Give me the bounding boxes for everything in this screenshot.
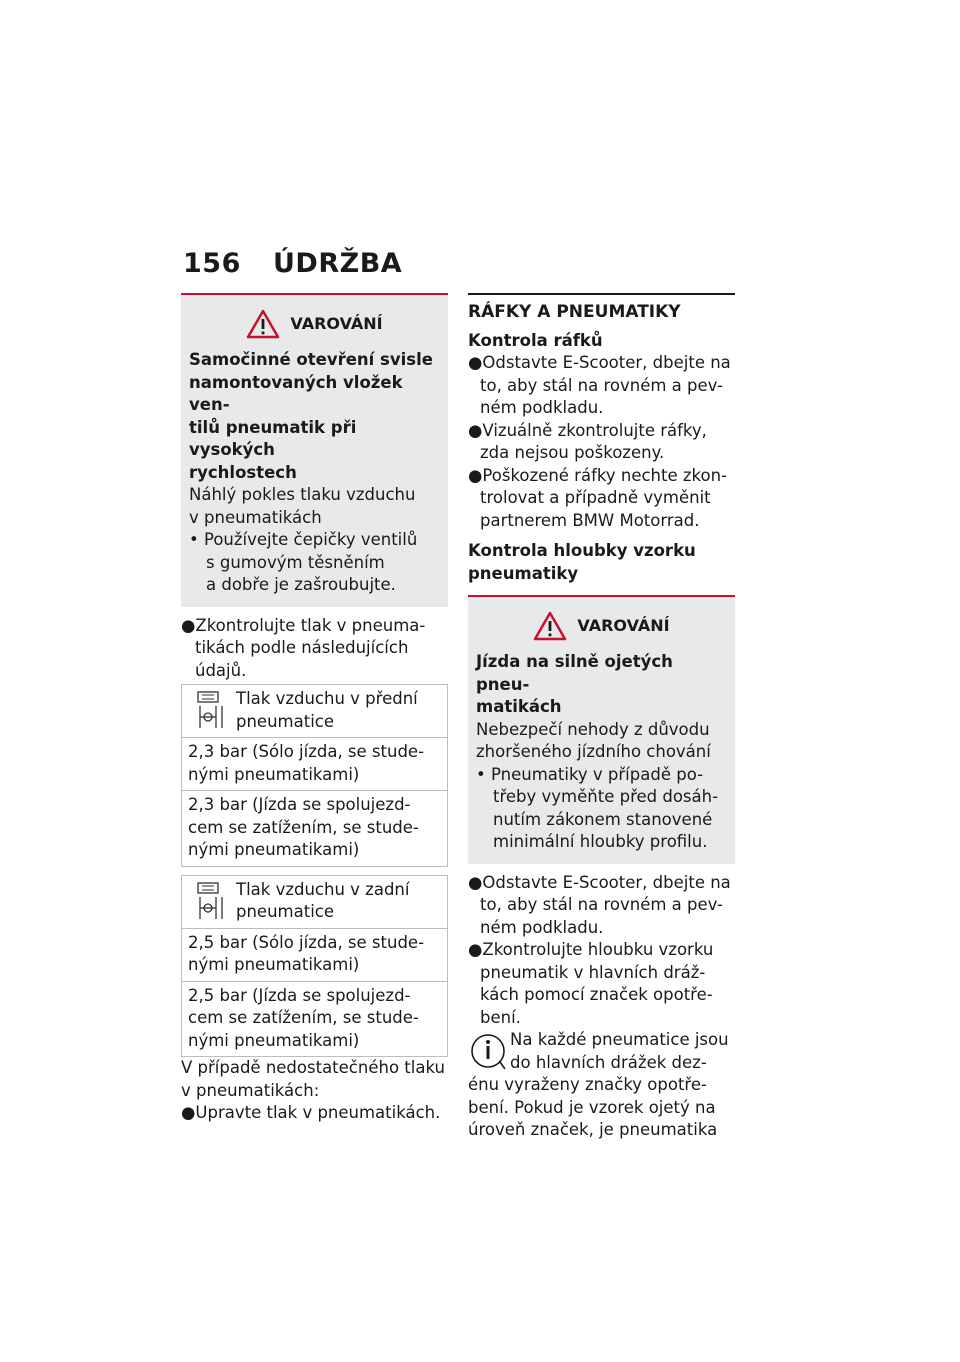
page-number: 156 (183, 248, 241, 279)
warning-box-tread (468, 595, 735, 864)
adjust-pressure-step: ●Upravte tlak v pneumatikách. (181, 1103, 441, 1122)
front-pressure-solo: 2,3 bar (Sólo jízda, se stude- nými pneumatikami) (182, 738, 447, 791)
rear-pressure-header (182, 876, 447, 929)
page-header (183, 248, 402, 279)
warning-description: Náhlý pokles tlaku vzduchu v pneumatikách (189, 485, 416, 527)
tire-pressure-gauge-icon (196, 879, 232, 923)
warning-header (476, 611, 727, 641)
check-pressure-step: ●Zkontrolujte tlak v pneuma- tikách podle následujících údajů. (181, 615, 426, 680)
front-pressure-passenger: 2,3 bar (Jízda se spolujezd- cem se zatížením, se stude- nými pneumatikami) (188, 795, 419, 859)
info-note (468, 1029, 735, 1074)
warning-title: Samočinné otevření svisle namontovaných vložek ven- tilů pneumatik při vysokých rychlostech (189, 350, 433, 482)
info-text-top: Na každé pneumatice jsou do hlavních drážek dez- (510, 1030, 729, 1072)
front-pressure-table (181, 684, 448, 867)
warning-label: VAROVÁNÍ (290, 313, 383, 333)
section-title: RÁFKY A PNEUMATIKY (468, 293, 735, 324)
right-column (468, 293, 735, 1142)
warning-box-valve (181, 293, 448, 607)
tread-check-title: Kontrola hloubky vzorku pneumatiky (468, 541, 696, 583)
rear-pressure-table (181, 875, 448, 1058)
warning-bullet: • Používejte čepičky ventilů s gumovým těsněním a dobře je zašroubujte. (189, 530, 418, 594)
front-pressure-label: Tlak vzduchu v přední pneumatice (236, 689, 418, 731)
rim-step: ●Poškozené ráfky nechte zkon- trolovat a případně vyměnit partnerem BMW Motorrad. (468, 465, 727, 530)
info-text-continued: énu vyraženy značky opotře- bení. Pokud je vzorek ojetý na úroveň značek, je pneumatika (468, 1075, 718, 1139)
rim-check-title: Kontrola ráfků (468, 330, 603, 350)
tread-step: ●Zkontrolujte hloubku vzorku pneumatik v hlavních dráž- kách pomocí značek opotře- bení. (468, 940, 714, 1027)
info-icon (468, 1029, 508, 1073)
tread-step: ●Odstavte E-Scooter, dbejte na to, aby stál na rovném a pev- ném podkladu. (468, 872, 731, 937)
warning-triangle-icon (246, 309, 280, 339)
left-column (181, 293, 448, 1125)
tire-pressure-gauge-icon (196, 688, 232, 732)
warning-bullet: • Pneumatiky v případě po- třeby vyměňte před dosáh- nutím zákonem stanovené minimální hloubky profilu. (476, 764, 719, 851)
low-pressure-note: V případě nedostatečného tlaku v pneumatikách: (181, 1058, 445, 1100)
rim-step: ●Odstavte E-Scooter, dbejte na to, aby stál na rovném a pev- ném podkladu. (468, 353, 731, 417)
rim-step: ●Vizuálně zkontrolujte ráfky, zda nejsou poškozeny. (468, 420, 707, 462)
warning-description: Nebezpečí nehody z důvodu zhoršeného jízdního chování (476, 719, 711, 761)
rear-pressure-label: Tlak vzduchu v zadní pneumatice (236, 879, 410, 921)
chapter-title: ÚDRŽBA (273, 248, 403, 279)
front-pressure-header (182, 685, 447, 738)
rear-pressure-solo: 2,5 bar (Sólo jízda, se stude- nými pneumatikami) (182, 929, 447, 982)
warning-label: VAROVÁNÍ (577, 615, 670, 635)
warning-title: Jízda na silně ojetých pneu- matikách (476, 652, 673, 716)
rear-pressure-passenger: 2,5 bar (Jízda se spolujezd- cem se zatížením, se stude- nými pneumatikami) (188, 985, 419, 1050)
warning-triangle-icon (533, 611, 567, 641)
warning-header (189, 309, 440, 339)
